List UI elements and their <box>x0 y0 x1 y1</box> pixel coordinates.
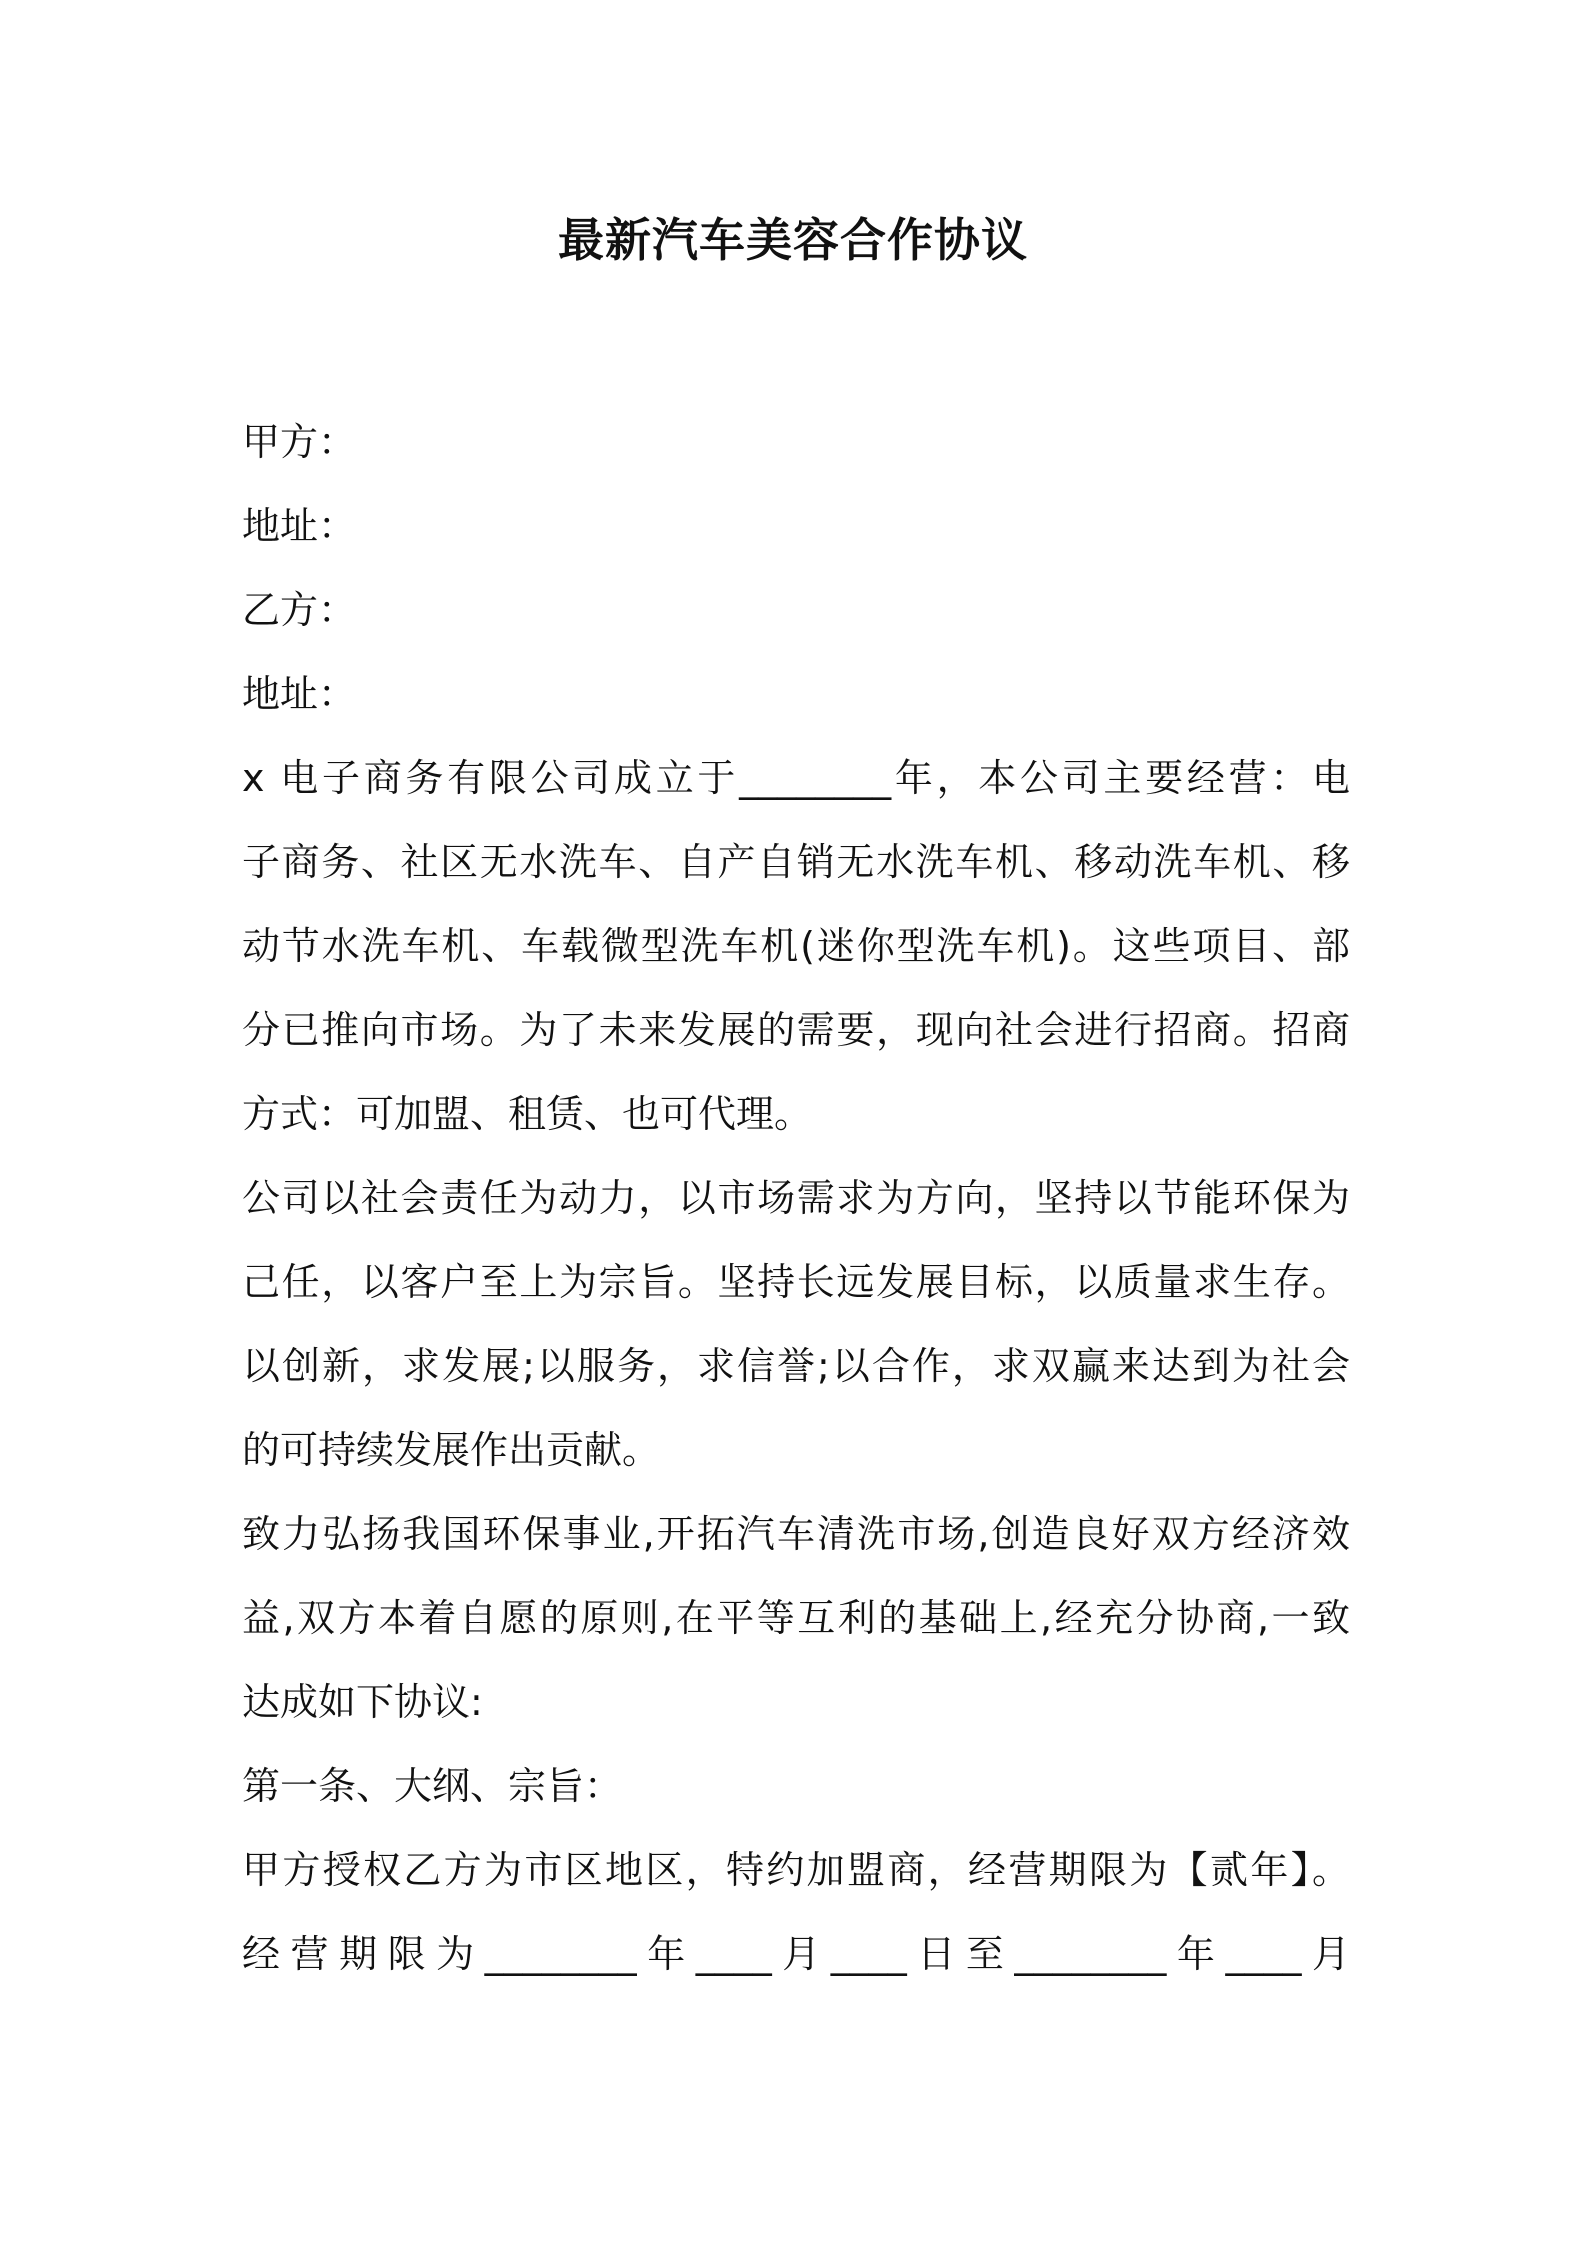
document-body <box>242 400 1350 1996</box>
paragraph-line: 以创新，求发展;以服务，求信誉;以合作，求双赢来达到为社会 <box>242 1344 1350 1388</box>
paragraph-line: 益,双方本着自愿的原则,在平等互利的基础上,经充分协商,一致 <box>242 1596 1350 1640</box>
paragraph-line: 方式：可加盟、租赁、也可代理。 <box>242 1092 813 1136</box>
paragraph-line: 公司以社会责任为动力，以市场需求为方向，坚持以节能环保为 <box>242 1176 1350 1220</box>
paragraph-line: 动节水洗车机、车载微型洗车机(迷你型洗车机)。这些项目、部 <box>242 924 1350 968</box>
term-dates-line: 经营期限为________年____月____日至________年____月 <box>242 1932 1350 1976</box>
paragraph-line: 己任，以客户至上为宗旨。坚持长远发展目标，以质量求生存。 <box>242 1260 1350 1304</box>
paragraph-line: 子商务、社区无水洗车、自产自销无水洗车机、移动洗车机、移 <box>242 840 1350 884</box>
party-a-label: 甲方： <box>242 420 357 464</box>
paragraph-line: 达成如下协议: <box>242 1680 483 1724</box>
paragraph-line: 分已推向市场。为了未来发展的需要，现向社会进行招商。招商 <box>242 1008 1350 1052</box>
paragraph-line: 致力弘扬我国环保事业,开拓汽车清洗市场,创造良好双方经济效 <box>242 1512 1350 1556</box>
party-a-address-label: 地址： <box>242 504 357 548</box>
party-b-address-label: 地址： <box>242 672 357 716</box>
document-title: 最新汽车美容合作协议 <box>558 213 1028 267</box>
article-heading: 第一条、大纲、宗旨： <box>242 1764 623 1808</box>
paragraph-line: 甲方授权乙方为市区地区，特约加盟商，经营期限为【贰年】。 <box>242 1848 1350 1892</box>
party-b-label: 乙方： <box>242 588 357 632</box>
paragraph-line: 的可持续发展作出贡献。 <box>242 1428 661 1472</box>
paragraph-line: x 电子商务有限公司成立于________年，本公司主要经营：电 <box>242 756 1350 800</box>
